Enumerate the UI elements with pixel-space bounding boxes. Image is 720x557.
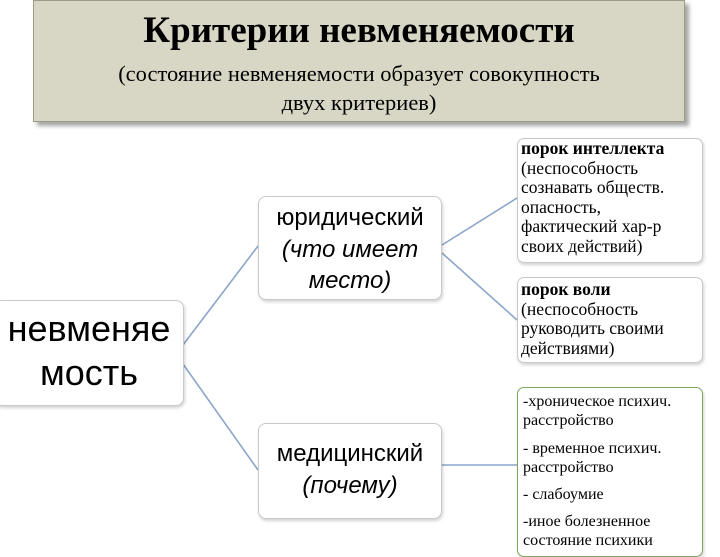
criterion-will-title: порок воли <box>521 279 611 299</box>
criterion-intellect-title: порок интеллекта <box>521 138 665 158</box>
medical-sub: (почему) <box>302 472 398 499</box>
root-label-line-2: мость <box>39 352 138 393</box>
connector-root-medical <box>183 364 258 470</box>
medical-node <box>258 423 442 519</box>
root-label-line-1: невменяе <box>7 308 171 349</box>
juridical-title: юридический <box>276 204 424 231</box>
medical-list-item: -хроническое психич. <box>523 393 672 410</box>
subtitle-line-1: (состояние невменяемости образует совокупность <box>118 61 600 86</box>
criterion-intellect <box>517 138 703 263</box>
root-label <box>0 307 183 395</box>
root-node <box>0 300 184 406</box>
juridical-sub-line-2: место) <box>308 267 392 294</box>
connector-juridical-will <box>442 253 517 320</box>
criterion-intellect-line: сознавать обществ. <box>521 177 665 197</box>
criterion-will-line: действиями) <box>521 337 615 358</box>
connector-root-juridical <box>183 246 258 345</box>
medical-list-item: - слабоумие <box>523 486 604 503</box>
medical-list-item: состояние психики <box>523 532 653 549</box>
medical-list-item: расстройство <box>523 459 614 476</box>
criterion-will <box>517 277 703 363</box>
juridical-node <box>258 196 442 300</box>
page-title: Критерии невменяемости <box>143 10 575 51</box>
criterion-will-line: (неспособность <box>521 298 639 319</box>
connector-juridical-intellect <box>442 198 517 245</box>
medical-list-item: расстройство <box>523 412 614 429</box>
juridical-sub-line-1: (что имеет <box>281 236 419 263</box>
medical-title: медицинский <box>276 440 424 467</box>
criterion-intellect-line: опасность, <box>521 196 601 217</box>
medical-list <box>517 387 703 557</box>
criterion-intellect-line: своих действий) <box>521 235 643 256</box>
criterion-intellect-line: (неспособность <box>521 157 639 178</box>
subtitle-line-2: двух критериев) <box>281 90 437 115</box>
page-subtitle <box>34 59 684 117</box>
criterion-will-line: руководить своими <box>521 318 664 338</box>
header-panel <box>33 0 685 122</box>
criterion-intellect-line: фактический хар-р <box>521 216 662 236</box>
medical-list-item: -иное болезненное <box>523 513 651 530</box>
medical-list-item: - временное психич. <box>523 440 662 457</box>
